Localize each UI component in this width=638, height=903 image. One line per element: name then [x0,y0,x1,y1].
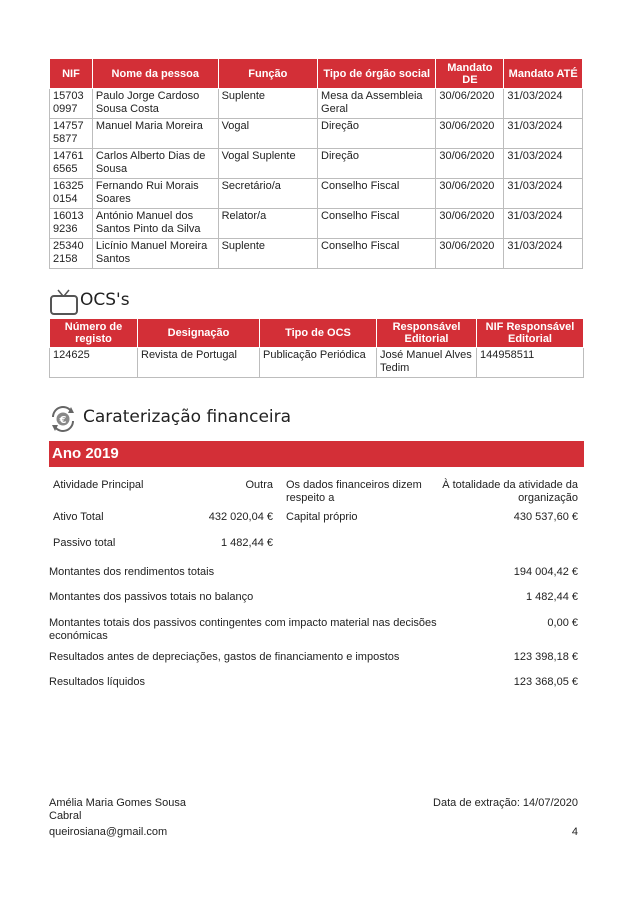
data-refers-label: Os dados financeiros dizem respeito a [286,479,422,504]
passivo-total-label: Passivo total [53,537,116,549]
year-bar: Ano 2019 [49,441,584,467]
header-tipo-ocs: Tipo de OCS [260,319,377,348]
footer-email: queirosiana@gmail.com [49,826,168,838]
cell-nome: António Manuel dos Santos Pinto da Silva [92,209,218,239]
line-label: Montantes dos rendimentos totais [49,566,215,578]
cell-mandato-ate: 31/03/2024 [504,179,583,209]
cell-nome: Licínio Manuel Moreira Santos [92,239,218,269]
cell-mandato-de: 30/06/2020 [436,179,504,209]
header-funcao: Função [218,59,317,89]
footer-extraction-date: Data de extração: 14/07/2020 [433,797,578,809]
line-label: Resultados antes de depreciações, gastos de financiamento e impostos [49,651,400,663]
ocs-section-title: OCS's [80,290,130,310]
cell-tipo-orgao: Conselho Fiscal [318,239,436,269]
euro-cycle-icon [49,405,77,433]
table-row [50,239,583,269]
table-row [50,209,583,239]
table-row [50,179,583,209]
footer-name: Amélia Maria Gomes Sousa Cabral [49,797,186,822]
cell-tipo-orgao: Direção [318,119,436,149]
activity-other-label: Outra [245,479,273,491]
header-tipo-orgao: Tipo de órgão social [318,59,436,89]
management-table [49,58,583,269]
header-mandato-de: Mandato DE [436,59,504,89]
cell-responsavel-editorial: José Manuel Alves Tedim [377,348,477,378]
cell-mandato-de: 30/06/2020 [436,89,504,119]
financial-section-title: Caraterização financeira [83,407,292,427]
cell-funcao: Vogal [218,119,317,149]
cell-nif-responsavel: 144958511 [477,348,584,378]
cell-mandato-de: 30/06/2020 [436,239,504,269]
line-value: 0,00 € [547,617,578,629]
ocs-table [49,318,584,378]
cell-funcao: Suplente [218,239,317,269]
header-nif: NIF [50,59,93,89]
capital-proprio-label: Capital próprio [286,511,358,523]
cell-nome: Fernando Rui Morais Soares [92,179,218,209]
line-label: Montantes totais dos passivos contingentes com impacto material nas decisões económicas [49,617,437,642]
line-label: Resultados líquidos [49,676,146,688]
ativo-total-value: 432 020,04 € [208,511,273,523]
line-value: 123 368,05 € [513,676,578,688]
cell-nif: 157030997 [50,89,93,119]
header-designacao: Designação [138,319,260,348]
cell-nif: 147575877 [50,119,93,149]
cell-mandato-ate: 31/03/2024 [504,89,583,119]
header-responsavel-editorial: Responsável Editorial [377,319,477,348]
ativo-total-label: Ativo Total [53,511,104,523]
line-value: 123 398,18 € [513,651,578,663]
cell-mandato-de: 30/06/2020 [436,149,504,179]
cell-mandato-de: 30/06/2020 [436,119,504,149]
line-value: 194 004,42 € [513,566,578,578]
cell-nome: Carlos Alberto Dias de Sousa [92,149,218,179]
cell-tipo-orgao: Mesa da Assembleia Geral [318,89,436,119]
cell-funcao: Vogal Suplente [218,149,317,179]
header-nome: Nome da pessoa [92,59,218,89]
capital-proprio-value: 430 537,60 € [513,511,578,523]
cell-nif: 163250154 [50,179,93,209]
cell-nif: 253402158 [50,239,93,269]
cell-numero-registo: 124625 [50,348,138,378]
header-numero-registo: Número de registo [50,319,138,348]
table-row [50,348,584,378]
cell-designacao: Revista de Portugal [138,348,260,378]
cell-nome: Manuel Maria Moreira [92,119,218,149]
cell-tipo-orgao: Direção [318,149,436,179]
cell-nome: Paulo Jorge Cardoso Sousa Costa [92,89,218,119]
tv-icon [49,288,79,316]
passivo-total-value: 1 482,44 € [221,537,273,549]
page-number: 4 [571,826,578,838]
table-row [50,149,583,179]
line-label: Montantes dos passivos totais no balanço [49,591,254,603]
cell-mandato-ate: 31/03/2024 [504,239,583,269]
cell-funcao: Suplente [218,89,317,119]
header-mandato-ate: Mandato ATÉ [504,59,583,89]
line-value: 1 482,44 € [526,591,578,603]
svg-text:€: € [59,415,67,426]
cell-nif: 160139236 [50,209,93,239]
table-row [50,119,583,149]
cell-tipo-orgao: Conselho Fiscal [318,209,436,239]
cell-funcao: Secretário/a [218,179,317,209]
cell-mandato-ate: 31/03/2024 [504,119,583,149]
cell-funcao: Relator/a [218,209,317,239]
header-nif-responsavel: NIF Responsável Editorial [477,319,584,348]
cell-tipo-orgao: Conselho Fiscal [318,179,436,209]
data-refers-value: À totalidade da atividade da organização [442,479,578,504]
activity-principal-label: Atividade Principal [53,479,144,491]
cell-tipo-ocs: Publicação Periódica [260,348,377,378]
cell-mandato-ate: 31/03/2024 [504,209,583,239]
table-row [50,89,583,119]
cell-nif: 147616565 [50,149,93,179]
cell-mandato-ate: 31/03/2024 [504,149,583,179]
cell-mandato-de: 30/06/2020 [436,209,504,239]
